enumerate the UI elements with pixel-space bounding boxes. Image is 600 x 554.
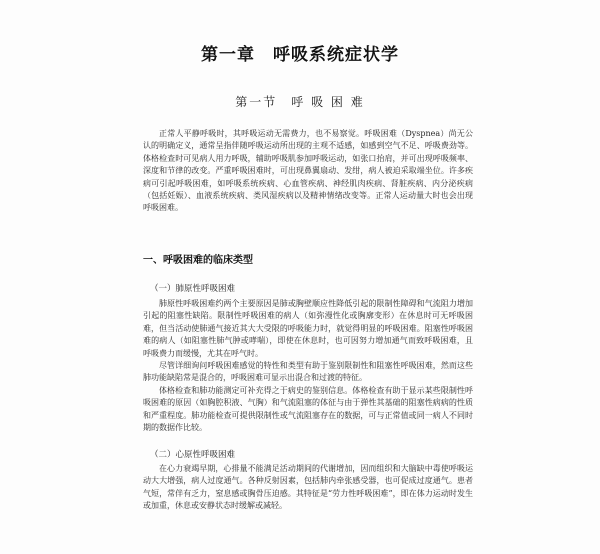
pulmonary-paragraph-1: 肺原性呼吸困难约两个主要原因是肺或胸壁顺应性降低引起的限制性障碍和气流阻力增加引起的阻塞性缺陷。限制性呼吸困难的病人（如弥漫性化或胸廓变形）在休息时可无呼吸困难，但当活动使肺通气接近其大大受限的呼吸能力时，就觉得明显的呼吸困难。阻塞性呼吸困难的病人（如阻塞性肺气肿或哮喘），即使在休息时，也可因努力增加通气而致呼吸困难，且呼吸费力而缓慢，尤其在呼气时。 xyxy=(143,299,473,358)
subheading-pulmonary-dyspnea: （一）肺原性呼吸困难 xyxy=(150,284,236,294)
cardiac-paragraph: 在心力衰竭早期，心排量不能满足活动期间的代谢增加，因而组织和大脑缺中毒使呼吸运动大大增强，病人过度通气。各种反射因素，包括肺内牵张感受器，也可促成过度通气。患者气短，常伴有乏力，窒息感或胸骨压迫感。其特征是“劳力性呼吸困难”，即在体力运动时发生或加重，休息或安静状态时缓解或减轻。 xyxy=(143,464,473,511)
subheading-cardiac-dyspnea: （二）心原性呼吸困难 xyxy=(150,450,236,460)
pulmonary-paragraph-2: 尽管详细询问呼吸困难感觉的特性和类型有助于鉴别限制性和阻塞性呼吸困难，然而这些肺功能缺陷常是混合的，呼吸困难可显示出混合和过渡的特征。 xyxy=(143,361,473,383)
pulmonary-dyspnea-text xyxy=(143,298,473,434)
intro-paragraph-block xyxy=(143,128,473,215)
chapter-title: 第一章 呼吸系统症状学 xyxy=(201,45,399,65)
pulmonary-paragraph-3: 体格检查和肺功能测定可补充得之于病史的鉴别信息。体格检查有助于显示某些限制性呼吸困难的原因（如胸腔积液、气胸）和气流阻塞的体征与由于弹性其基础的阻塞性病病的性质和严重程度。肺功能检查可提供限制性或气流阻塞存在的数据，可与正常值或同一病人不同时期的数据作比较。 xyxy=(143,385,473,433)
section-title: 第一节 呼 吸 困 难 xyxy=(235,95,365,109)
intro-paragraph: 正常人平静呼吸时，其呼吸运动无需费力，也不易察觉。呼吸困难（Dyspnea）尚无公认的明确定义，通常呈指伴随呼吸运动所出现的主观不适感，如感到空气不足、呼吸费劲等。体格检查时可见病人用力呼吸，辅助呼吸肌参加呼吸运动，如张口抬肩，并可出现呼吸频率、深度和节律的改变。严重呼吸困难时，可出现鼻翼扇动、发绀，病人被迫采取端坐位。许多疾病可引起呼吸困难，如呼吸系统疾病、心血管疾病、神经肌肉疾病、肾脏疾病、内分泌疾病（包括妊娠）、血液系统疾病、类风湿疾病以及精神情绪改变等。正常人运动量大时也会出现呼吸困难。 xyxy=(143,129,473,213)
heading-clinical-types: 一、呼吸困难的临床类型 xyxy=(143,255,253,266)
cardiac-dyspnea-text xyxy=(143,463,473,513)
